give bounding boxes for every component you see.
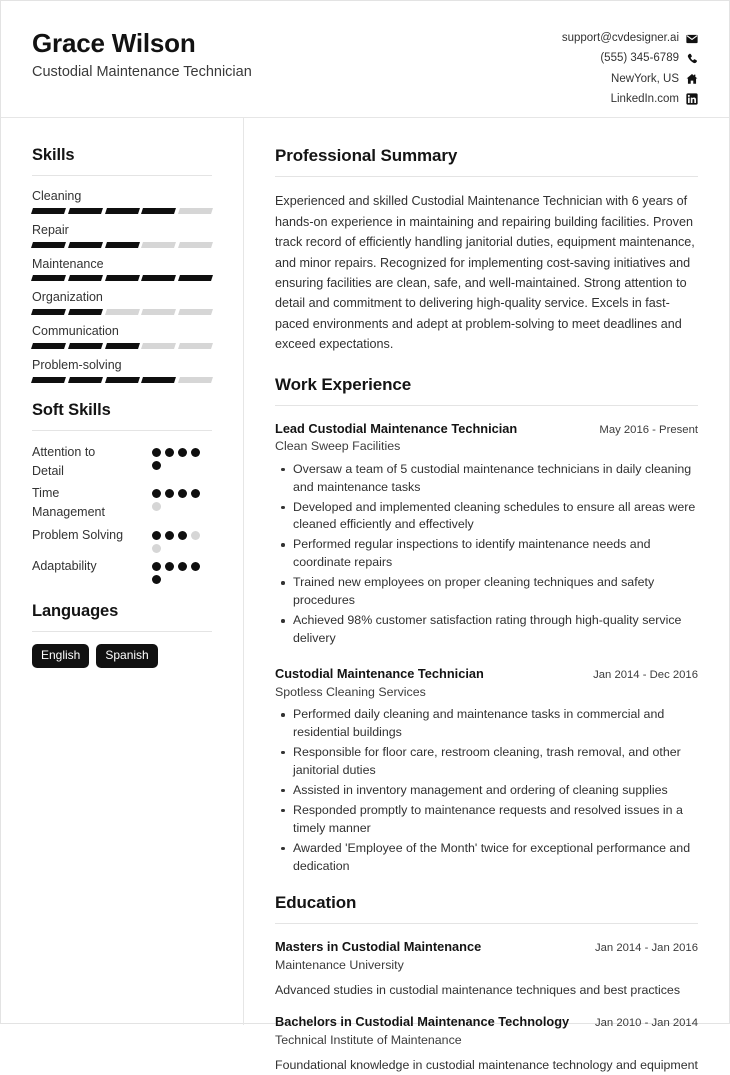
- skill-level-segment: [141, 377, 176, 383]
- work-entry: [275, 420, 698, 648]
- job-bullet: Trained new employees on proper cleaning techniques and safety procedures: [293, 574, 698, 610]
- degree-title: Masters in Custodial Maintenance: [275, 939, 482, 955]
- skill-level-segment: [68, 242, 103, 248]
- section-divider: [275, 923, 698, 924]
- education-date-range: Jan 2014 - Jan 2016: [594, 942, 698, 955]
- section-divider: [275, 176, 698, 177]
- rating-dot: [191, 489, 200, 498]
- rating-dot: [165, 531, 174, 540]
- education-section: [275, 893, 698, 1075]
- skill-level-segment: [31, 275, 66, 281]
- skill-level-segment: [31, 309, 66, 315]
- soft-skill-item: [32, 443, 212, 481]
- section-divider: [32, 430, 212, 431]
- rating-dot: [152, 575, 161, 584]
- main-content: [244, 118, 729, 1073]
- languages-section: [32, 602, 212, 668]
- skill-label: Repair: [32, 222, 69, 237]
- rating-dot: [178, 489, 187, 498]
- job-bullet: Responded promptly to maintenance requests and resolved issues in a timely manner: [293, 802, 698, 838]
- languages-heading: Languages: [32, 601, 119, 620]
- job-bullet: Assisted in inventory management and ordering of cleaning supplies: [293, 782, 698, 800]
- rating-dot: [165, 562, 174, 571]
- rating-dot: [178, 562, 187, 571]
- soft-skill-label: Adaptability: [32, 558, 97, 573]
- resume-header: [1, 1, 729, 118]
- skill-item: [32, 357, 212, 383]
- rating-dot: [152, 489, 161, 498]
- skill-level-segment: [178, 309, 213, 315]
- skill-level-segment: [105, 343, 140, 349]
- rating-dot: [152, 448, 161, 457]
- phone-icon: [686, 53, 698, 65]
- skill-label: Cleaning: [32, 188, 82, 203]
- skill-level-segment: [68, 377, 103, 383]
- contact-row[interactable]: [611, 71, 698, 88]
- soft-skill-rating: [152, 484, 212, 511]
- language-tag[interactable]: English: [32, 644, 89, 668]
- skill-level-segment: [178, 242, 213, 248]
- job-title: Custodial Maintenance Technician: [275, 666, 484, 682]
- school-name: Technical Institute of Maintenance: [275, 1032, 462, 1047]
- skill-level-segment: [105, 242, 140, 248]
- education-description: Foundational knowledge in custodial maintenance technology and equipment: [275, 1058, 698, 1073]
- skill-level-segment: [68, 309, 103, 315]
- contact-row[interactable]: [611, 91, 698, 108]
- skill-level-segment: [68, 343, 103, 349]
- education-entry-header: [275, 1013, 698, 1030]
- skills-section: [32, 146, 212, 383]
- job-bullet: Awarded 'Employee of the Month' twice for exceptional performance and dedication: [293, 840, 698, 876]
- skill-label: Communication: [32, 324, 119, 339]
- contact-row[interactable]: [600, 50, 698, 67]
- work-entry-list: [275, 420, 698, 876]
- job-bullet-list: [275, 461, 698, 649]
- summary-heading: Professional Summary: [275, 146, 458, 165]
- skill-level-segment: [141, 242, 176, 248]
- job-bullet: Achieved 98% customer satisfaction rating through high-quality service delivery: [293, 612, 698, 648]
- work-entry: [275, 665, 698, 875]
- rating-dot: [191, 531, 200, 540]
- soft-skills-heading: Soft Skills: [32, 401, 111, 420]
- contact-text: NewYork, US: [611, 72, 679, 85]
- envelope-icon: [686, 33, 698, 45]
- skill-label: Organization: [32, 290, 103, 305]
- skill-item: [32, 289, 212, 315]
- soft-skill-item: [32, 484, 212, 522]
- skill-level-meter: [32, 275, 212, 281]
- work-section: [275, 375, 698, 876]
- skill-level-segment: [178, 377, 213, 383]
- sidebar: [1, 118, 244, 1025]
- education-entry-header: [275, 938, 698, 955]
- skill-level-meter: [32, 208, 212, 214]
- section-divider: [275, 405, 698, 406]
- skill-level-meter: [32, 377, 212, 383]
- skills-heading: Skills: [32, 146, 75, 164]
- soft-skill-rating: [152, 557, 212, 584]
- job-bullet: Developed and implemented cleaning schedules to ensure all areas were cleaned efficiently and effectively: [293, 499, 698, 535]
- skill-label: Maintenance: [32, 256, 104, 271]
- skill-label: Problem-solving: [32, 358, 122, 373]
- degree-title: Bachelors in Custodial Maintenance Technology: [275, 1014, 570, 1030]
- education-entry-list: [275, 938, 698, 1074]
- skill-item: [32, 256, 212, 282]
- soft-skill-label: Problem Solving: [32, 527, 124, 542]
- home-icon: [686, 73, 698, 85]
- rating-dot: [152, 502, 161, 511]
- rating-dot: [152, 544, 161, 553]
- job-bullet: Oversaw a team of 5 custodial maintenance technicians in daily cleaning and maintenance tasks: [293, 461, 698, 497]
- resume-body: [1, 118, 729, 1073]
- education-entry: [275, 1013, 698, 1074]
- skill-level-segment: [178, 208, 213, 214]
- rating-dot: [165, 489, 174, 498]
- skill-item: [32, 188, 212, 214]
- soft-skill-item: [32, 526, 212, 553]
- soft-skill-rating: [152, 443, 212, 470]
- skill-level-meter: [32, 343, 212, 349]
- job-title: Lead Custodial Maintenance Technician: [275, 420, 518, 436]
- work-entry-header: [275, 420, 698, 437]
- candidate-name: Grace Wilson: [32, 28, 196, 58]
- skill-level-segment: [68, 208, 103, 214]
- skill-level-segment: [178, 343, 213, 349]
- skill-level-segment: [105, 275, 140, 281]
- skill-item: [32, 222, 212, 248]
- section-divider: [32, 175, 212, 176]
- job-bullet: Performed daily cleaning and maintenance tasks in commercial and residential buildings: [293, 706, 698, 742]
- skill-level-segment: [141, 309, 176, 315]
- skill-level-segment: [68, 275, 103, 281]
- soft-skills-section: [32, 401, 212, 584]
- contact-text: support@cvdesigner.ai: [561, 32, 679, 44]
- skill-level-segment: [31, 208, 66, 214]
- rating-dot: [165, 448, 174, 457]
- rating-dot: [152, 531, 161, 540]
- job-bullet-list: [275, 706, 698, 876]
- company-name: Spotless Cleaning Services: [275, 684, 426, 699]
- education-heading: Education: [275, 892, 357, 912]
- skill-level-segment: [141, 275, 176, 281]
- summary-section: [275, 146, 698, 355]
- rating-dot: [152, 461, 161, 470]
- language-tag[interactable]: Spanish: [96, 644, 157, 668]
- education-description: Advanced studies in custodial maintenance techniques and best practices: [275, 982, 681, 997]
- rating-dot: [191, 562, 200, 571]
- skill-level-segment: [31, 377, 66, 383]
- company-name: Clean Sweep Facilities: [275, 439, 401, 454]
- education-entry: [275, 938, 698, 999]
- skill-level-meter: [32, 242, 212, 248]
- skill-level-segment: [31, 242, 66, 248]
- job-date-range: May 2016 - Present: [599, 423, 698, 436]
- contact-text: LinkedIn.com: [610, 92, 679, 105]
- rating-dot: [191, 448, 200, 457]
- skill-level-meter: [32, 309, 212, 315]
- skill-level-segment: [105, 377, 140, 383]
- skill-level-segment: [31, 343, 66, 349]
- skill-level-segment: [105, 208, 140, 214]
- language-tag-list: [32, 644, 212, 668]
- work-entry-header: [275, 665, 698, 682]
- skill-level-segment: [105, 309, 140, 315]
- work-heading: Work Experience: [275, 374, 412, 394]
- skill-level-segment: [141, 343, 176, 349]
- skill-level-segment: [141, 208, 176, 214]
- section-divider: [32, 631, 212, 632]
- soft-skill-rating: [152, 526, 212, 553]
- identity-block: [32, 27, 252, 82]
- linkedin-icon: [686, 93, 698, 105]
- job-bullet: Performed regular inspections to identify maintenance needs and coordinate repairs: [293, 536, 698, 572]
- skill-level-segment: [178, 275, 213, 281]
- soft-skill-item: [32, 557, 212, 584]
- soft-skill-label: Time Management: [32, 486, 105, 520]
- skills-list: [32, 188, 212, 383]
- job-date-range: Jan 2014 - Dec 2016: [593, 669, 698, 682]
- skill-item: [32, 323, 212, 349]
- contact-row[interactable]: [562, 30, 698, 47]
- candidate-title: Custodial Maintenance Technician: [32, 64, 252, 81]
- rating-dot: [152, 562, 161, 571]
- education-date-range: Jan 2010 - Jan 2014: [594, 1017, 698, 1030]
- contact-text: (555) 345-6789: [600, 52, 679, 65]
- rating-dot: [178, 531, 187, 540]
- school-name: Maintenance University: [275, 957, 404, 972]
- job-bullet: Responsible for floor care, restroom cleaning, trash removal, and other janitorial duties: [293, 744, 698, 780]
- soft-skill-label: Attention to Detail: [32, 444, 96, 478]
- summary-text: Experienced and skilled Custodial Maintenance Technician with 6 years of hands-on experience in maintaining and repairing building facilities. Proven track record of efficiently handling janitorial duties, equipment maintenance, and minor repairs. Recognized for implementing cost-saving initiatives and ensuring facilities are clean, safe, and well-maintained. Strong attention to detail and commitment to delivering high-quality service. Excels in fast-paced environments and adept at problem-solving to meet deadlines and exceed expectations.: [275, 194, 695, 352]
- rating-dot: [178, 448, 187, 457]
- soft-skills-list: [32, 443, 212, 584]
- contact-list: [562, 27, 698, 108]
